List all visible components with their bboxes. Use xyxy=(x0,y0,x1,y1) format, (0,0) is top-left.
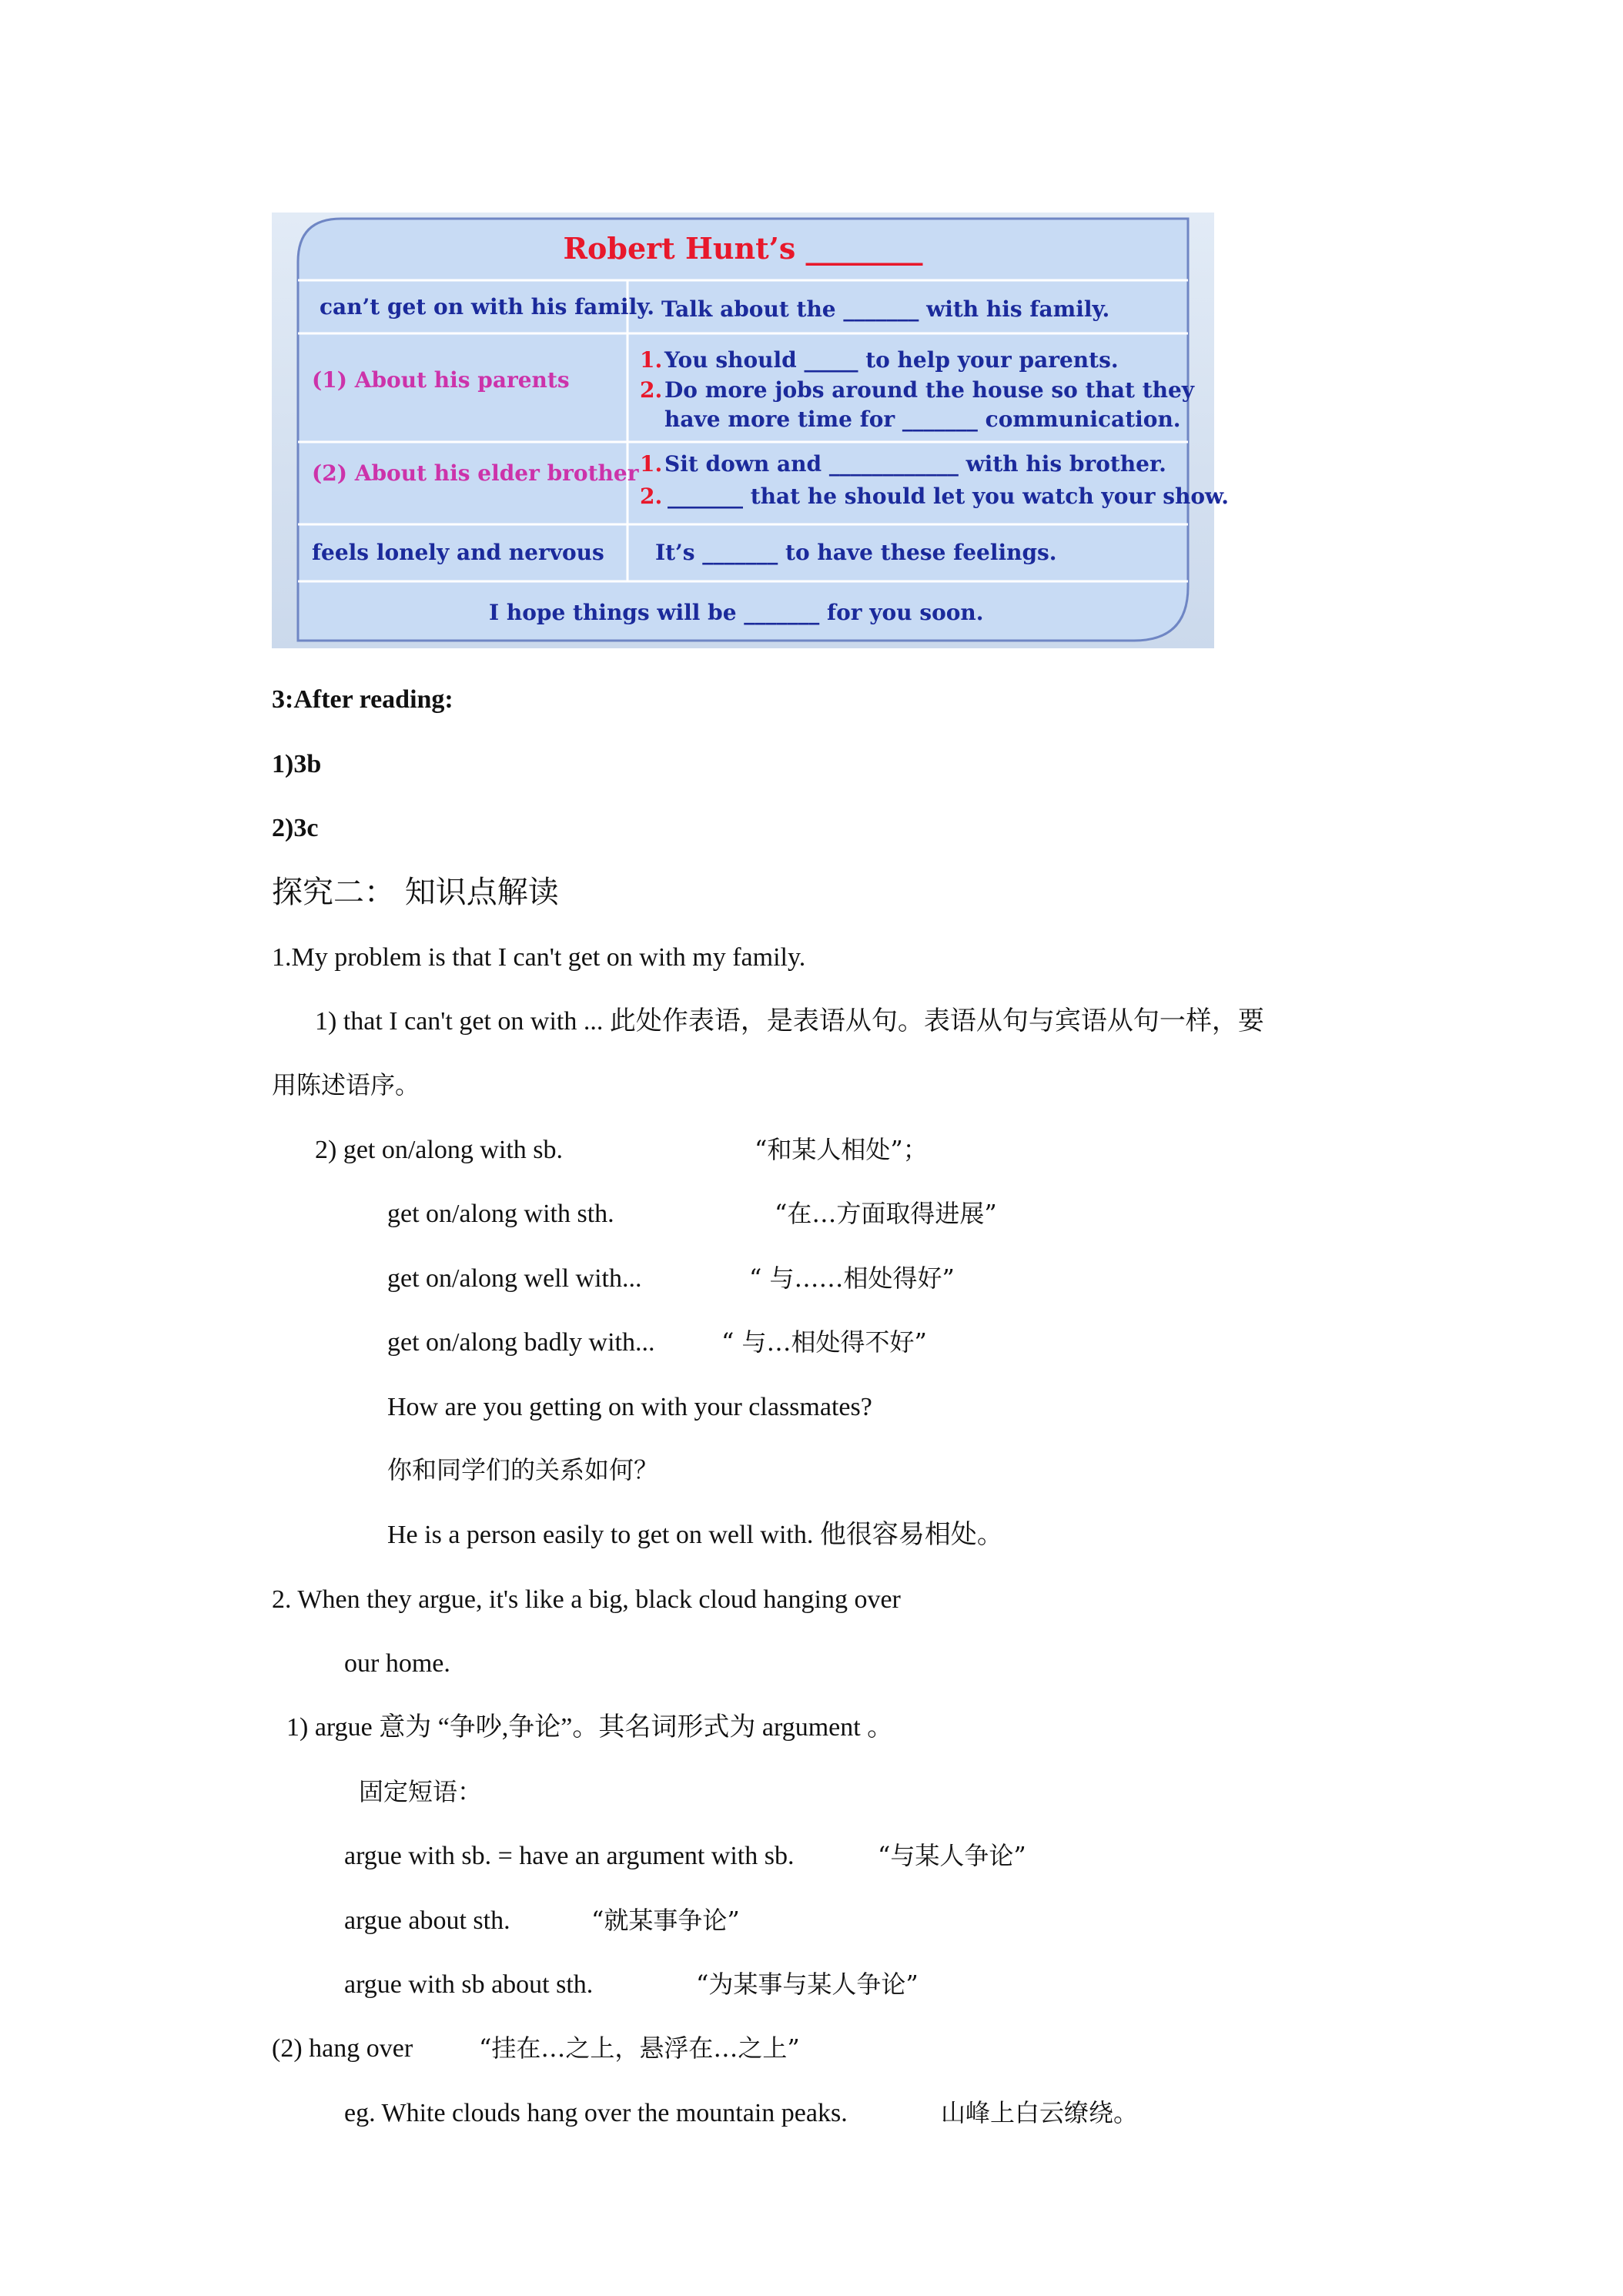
argue-phrase-3-en: argue with sb about sth. xyxy=(344,1970,594,1999)
after-reading-heading: 3:After reading: xyxy=(272,685,453,714)
argue-phrase-1-en: argue with sb. = have an argument with sb. xyxy=(344,1842,795,1870)
phrase-3-en: get on/along well with... xyxy=(387,1264,642,1293)
row2-left: (1) About his parents xyxy=(312,367,570,393)
example-1-en: How are you getting on with your classmates? xyxy=(387,1393,872,1421)
phrase-1-en: 2) get on/along with sb. xyxy=(315,1136,564,1164)
row3-num1: 1. xyxy=(640,451,663,477)
phrase-4-cn: “ 与…相处得不好” xyxy=(721,1327,927,1357)
phrase-4-en: get on/along badly with... xyxy=(387,1328,655,1357)
phrase-1-cn: “和某人相处”； xyxy=(755,1135,928,1164)
section-title: 探究二： 知识点解读 xyxy=(272,875,559,910)
phrase-2-en: get on/along with sth. xyxy=(387,1200,614,1228)
row3-right-2: _______ that he should let you watch your show. xyxy=(668,484,1230,509)
point-1-note-b: 用陈述语序。 xyxy=(272,1070,420,1099)
example-2: He is a person easily to get on well with. 他很容易相处。 xyxy=(387,1521,1003,1549)
row3-left: (2) About his elder brother xyxy=(312,460,639,486)
slide-image xyxy=(272,213,1230,648)
row1-right: Talk about the _______ with his family. xyxy=(661,296,1110,322)
argue-phrase-1-cn: “与某人争论” xyxy=(878,1841,1026,1870)
answer-item-2: 2)3c xyxy=(272,814,319,842)
example-1-cn: 你和同学们的关系如何？ xyxy=(387,1455,659,1484)
hang-over-example-en: eg. White clouds hang over the mountain peaks. xyxy=(344,2099,848,2127)
hang-over-en: (2) hang over xyxy=(272,2034,413,2063)
hang-over-cn: “挂在…之上，悬浮在…之上” xyxy=(479,2033,800,2063)
row3-num2: 2. xyxy=(640,484,663,509)
fixed-phrases-label: 固定短语： xyxy=(359,1777,483,1806)
answer-item-1: 1)3b xyxy=(272,750,322,778)
point-2-cont: our home. xyxy=(344,1649,450,1678)
point-1-note-a: 1) that I can't get on with ... 此处作表语，是表语从句。表语从句与宾语从句一样，要 xyxy=(315,1007,1264,1036)
row2-num2: 2. xyxy=(640,377,663,403)
row2-right-2: Do more jobs around the house so that they xyxy=(664,377,1195,403)
row2-right-1: You should _____ to help your parents. xyxy=(664,347,1119,373)
row4-left: feels lonely and nervous xyxy=(312,540,604,565)
phrase-2-cn: “在…方面取得进展” xyxy=(775,1199,997,1228)
argue-phrase-2-cn: “就某事争论” xyxy=(591,1906,740,1935)
slide-title: Robert Hunt’s ________ xyxy=(563,231,923,266)
row2-right-3: have more time for _______ communication. xyxy=(664,407,1181,432)
argue-phrase-2-en: argue about sth. xyxy=(344,1906,510,1935)
hang-over-example-cn: 山峰上白云缭绕。 xyxy=(941,2098,1139,2127)
argue-phrase-3-cn: “为某事与某人争论” xyxy=(696,1970,919,1999)
phrase-3-cn: “ 与……相处得好” xyxy=(749,1263,955,1293)
slide-footer: I hope things will be _______ for you soon. xyxy=(489,600,984,625)
row4-right: It’s _______ to have these feelings. xyxy=(655,540,1057,565)
row1-left: can’t get on with his family. xyxy=(320,294,655,320)
point-2: 2. When they argue, it's like a big, black cloud hanging over xyxy=(272,1585,901,1614)
row3-right-1: Sit down and ____________ with his brother. xyxy=(664,451,1166,477)
argue-note: 1) argue 意为 “争吵,争论”。其名词形式为 argument 。 xyxy=(286,1713,894,1742)
point-1: 1.My problem is that I can't get on with my family. xyxy=(272,943,806,972)
row2-num1: 1. xyxy=(640,347,663,373)
